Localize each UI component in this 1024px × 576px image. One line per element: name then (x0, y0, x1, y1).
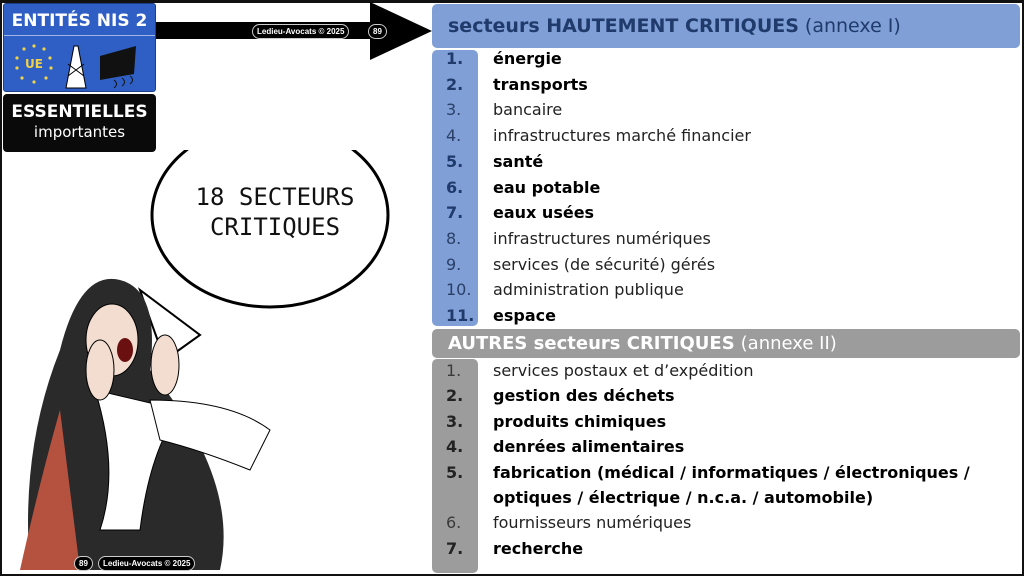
header2-title: AUTRES secteurs CRITIQUES (448, 333, 735, 354)
header-bold: HAUTEMENT CRITIQUES (546, 15, 799, 37)
sector-item (446, 175, 600, 200)
sector-number: 9. (446, 254, 462, 274)
sector-number: 1. (446, 361, 462, 380)
sector-item (446, 358, 754, 383)
nis2-badge (3, 3, 156, 92)
sector-label-line: énergie (493, 49, 562, 68)
sector-label-line: fournisseurs numériques (493, 513, 692, 533)
sector-label-line: produits chimiques (493, 411, 667, 431)
sector-item (446, 46, 562, 71)
sector-label (493, 149, 543, 174)
sector-label (493, 434, 684, 459)
section-header-highly-critical (432, 4, 1020, 48)
header-light: secteurs (448, 15, 547, 37)
sector-item (446, 149, 543, 174)
sector-item (446, 434, 684, 459)
credit-top: Ledieu-Avocats © 2025 (252, 24, 349, 39)
sector-item (446, 277, 684, 302)
bubble-line-2: CRITIQUES (209, 213, 341, 241)
sector-label (493, 409, 666, 434)
sector-number: 1. (446, 49, 464, 68)
sector-number: 4. (446, 437, 464, 457)
sector-number: 11. (446, 306, 475, 325)
sector-number: 5. (446, 151, 464, 171)
sector-item (446, 123, 751, 148)
sector-label-line: eau potable (493, 177, 601, 197)
sector-number: 6. (446, 177, 464, 197)
speech-bubble (180, 182, 370, 242)
sector-label (493, 123, 751, 148)
sector-label-line: espace (493, 306, 556, 325)
sector-label (493, 358, 754, 383)
sector-label (493, 252, 715, 277)
sector-number: 7. (446, 203, 464, 223)
sector-label-line: infrastructures marché financier (493, 126, 751, 146)
sector-item (446, 383, 675, 408)
entity-type-box (3, 94, 156, 152)
type-secondary: importantes (33, 123, 126, 141)
sector-item (446, 226, 711, 251)
eu-antenna-icon (4, 36, 154, 92)
bubble-line-1: 18 SECTEURS (195, 183, 355, 211)
sector-item (446, 510, 691, 535)
sector-number: 7. (446, 538, 464, 558)
sector-label (493, 72, 588, 97)
sector-label (493, 175, 600, 200)
credit-bottom: Ledieu-Avocats © 2025 (98, 556, 195, 571)
badge-title: ENTITÉS NIS 2 (4, 4, 155, 36)
type-primary: ESSENTIELLES (11, 102, 148, 122)
sector-label-line: services (de sécurité) gérés (493, 254, 716, 274)
sector-number: 2. (446, 386, 464, 406)
sector-label-line: denrées alimentaires (493, 437, 685, 457)
sector-item (446, 303, 556, 328)
sector-label-line: santé (493, 151, 544, 171)
sector-label (493, 536, 583, 561)
sector-label (493, 460, 970, 510)
sector-label (493, 383, 675, 408)
sector-number: 3. (446, 100, 462, 120)
sector-label-line: transports (493, 74, 588, 94)
sector-number: 6. (446, 513, 462, 533)
sector-label (493, 46, 562, 71)
header2-note: (annexe II) (740, 333, 837, 354)
sector-number: 4. (446, 126, 462, 146)
sector-number: 8. (446, 228, 462, 248)
sector-label-line: infrastructures numériques (493, 228, 711, 248)
sector-label-line: bancaire (493, 100, 563, 120)
sector-label-line: recherche (493, 538, 584, 558)
sector-label-line-2: optiques / électrique / n.c.a. / automobile) (493, 487, 874, 507)
eu-label: UE (25, 57, 43, 71)
sector-label (493, 510, 691, 535)
section-header-other-critical (432, 329, 1020, 358)
sector-label-line: services postaux et d’expédition (493, 361, 754, 380)
sector-label (493, 277, 684, 302)
header-note: (annexe I) (804, 15, 901, 37)
sector-number: 2. (446, 74, 464, 94)
sector-label (493, 303, 556, 328)
sector-label (493, 226, 711, 251)
sector-item (446, 536, 583, 561)
sector-item (446, 460, 970, 510)
sector-label (493, 200, 594, 225)
sector-label (493, 97, 562, 122)
sector-label-line: gestion des déchets (493, 386, 675, 406)
sector-item (446, 409, 666, 434)
sector-item (446, 200, 594, 225)
page-number-top: 89 (368, 24, 387, 39)
sector-item (446, 72, 588, 97)
sector-label-line: fabrication (médical / informatiques / électroniques / (493, 462, 970, 482)
sector-item (446, 252, 715, 277)
page-number-bottom: 89 (74, 556, 93, 571)
sector-number: 5. (446, 462, 464, 482)
sector-item (446, 97, 562, 122)
sector-label-line: eaux usées (493, 203, 595, 223)
sector-number: 3. (446, 411, 464, 431)
sector-label-line: administration publique (493, 280, 684, 300)
sector-number: 10. (446, 280, 472, 300)
